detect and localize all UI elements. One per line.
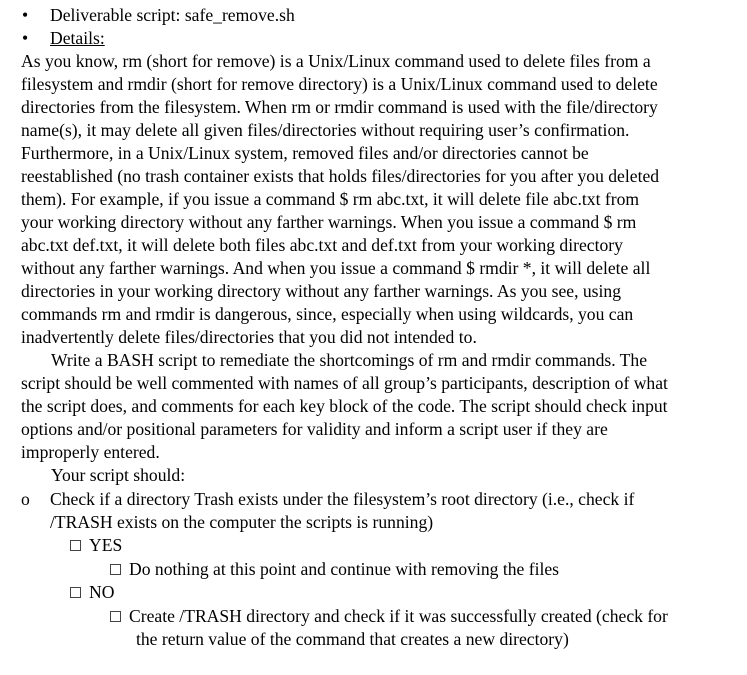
- paragraph-intro: [21, 50, 735, 349]
- paragraph-task: [21, 349, 735, 464]
- text-line: abc.txt def.txt, it will delete both files abc.txt and def.txt from your working directory: [21, 235, 623, 255]
- text-line: /TRASH exists on the computer the scripts is running): [50, 512, 434, 532]
- your-script-heading: Your script should:: [51, 465, 186, 485]
- checkbox-square-icon: [70, 587, 81, 598]
- bullet-item-deliverable: [21, 4, 735, 27]
- no-action-text: Create /TRASH directory and check if it was successfully created (check for: [129, 606, 668, 626]
- text-line: them). For example, if you issue a command $ rm abc.txt, it will delete file abc.txt from: [21, 189, 640, 209]
- text-line: name(s), it may delete all given files/directories without requiring user’s confirmation.: [21, 120, 630, 140]
- no-label: NO: [89, 582, 115, 602]
- checkbox-square-icon: [110, 564, 121, 575]
- text-line: directories in your working directory without any farther warnings. As you see, using: [21, 281, 622, 301]
- bullet-glyph: •: [22, 28, 29, 48]
- text-line: reestablished (no trash container exists that holds files/directories for you after you deleted: [21, 166, 660, 186]
- text-line: commands rm and rmdir is dangerous, since, especially when using wildcards, you can: [21, 304, 634, 324]
- text-line: the script does, and comments for each key block of the code. The script should check input: [21, 396, 668, 416]
- text-line: options and/or positional parameters for validity and inform a script user if they are: [21, 419, 608, 439]
- text-line: improperly entered.: [21, 442, 160, 462]
- text-line: [110, 558, 735, 581]
- text-line: Check if a directory Trash exists under the filesystem’s root directory (i.e., check if: [50, 489, 635, 509]
- text-line: filesystem and rmdir (short for remove directory) is a Unix/Linux command used to delete: [21, 74, 658, 94]
- text-line: script should be well commented with names of all group’s participants, description of what: [21, 373, 668, 393]
- bullet-item-details: [21, 27, 735, 50]
- yes-option: [21, 534, 735, 558]
- yes-action-text: Do nothing at this point and continue with removing the files: [129, 559, 560, 579]
- document-page: [21, 4, 735, 651]
- bullet-glyph: •: [22, 5, 29, 25]
- no-option: [21, 581, 735, 605]
- yes-label: YES: [89, 535, 123, 555]
- checkbox-square-icon: [110, 611, 121, 622]
- checkbox-square-icon: [70, 540, 81, 551]
- text-line: [110, 605, 735, 628]
- no-action: [21, 605, 735, 651]
- text-line: Write a BASH script to remediate the shortcomings of rm and rmdir commands. The: [51, 350, 648, 370]
- text-line: your working directory without any farther warnings. When you issue a command $ rm: [21, 212, 637, 232]
- text-line: As you know, rm (short for remove) is a Unix/Linux command used to delete files from a: [21, 51, 651, 71]
- text-line: without any farther warnings. And when you issue a command $ rmdir *, it will delete all: [21, 258, 651, 278]
- text-line: inadvertently delete files/directories that you did not intended to.: [21, 327, 477, 347]
- details-heading: Details:: [50, 28, 105, 48]
- text-line: the return value of the command that creates a new directory): [136, 629, 569, 649]
- circle-bullet-glyph: o: [21, 489, 30, 509]
- text-line: Furthermore, in a Unix/Linux system, removed files and/or directories cannot be: [21, 143, 589, 163]
- yes-action: [21, 558, 735, 581]
- deliverable-text: Deliverable script: safe_remove.sh: [50, 5, 295, 25]
- text-line: directories from the filesystem. When rm or rmdir command is used with the file/directory: [21, 97, 658, 117]
- check-trash-item: [21, 488, 735, 534]
